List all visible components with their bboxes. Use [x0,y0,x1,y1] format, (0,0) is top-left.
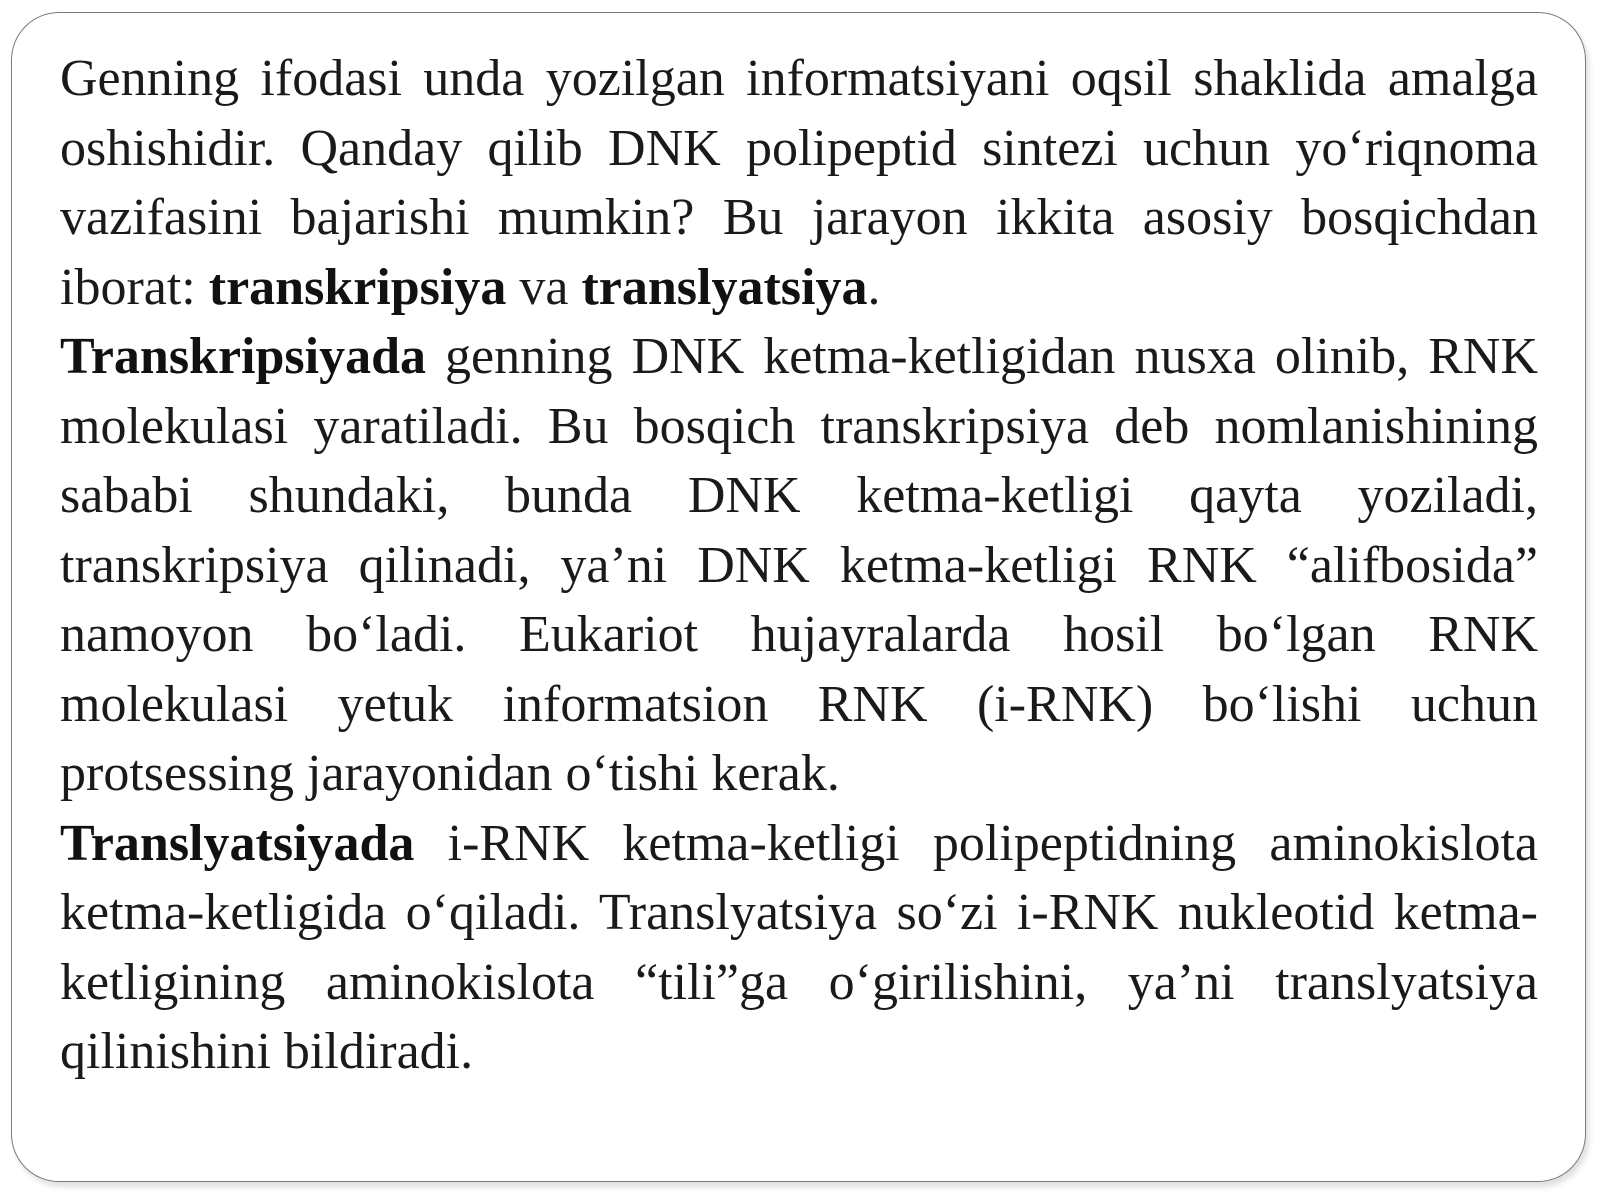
translation-text: i-RNK ketma-ketligi polipeptidning aminokislota ketma-ketligida o‘qiladi. Translyatsiya so‘zi i-RNK nukleotid ketma-ketligining aminokislota “tili”ga o‘girilishini, ya’ni translyatsiya qilinishini bildiradi. [60,814,1538,1080]
term-translyatsiyada: Translyatsiyada [60,814,415,872]
overview-end-text: . [867,258,881,316]
term-transkripsiyada: Transkripsiyada [60,328,427,385]
paragraph-transcription [60,322,1538,809]
slide-body-text [60,44,1538,1087]
transcription-text: genning DNK ketma-ketligidan nusxa olinib, RNK molekulasi yaratiladi. Bu bosqich transkripsiya deb nomlanishining sababi shundaki, bunda DNK ketma-ketligi qayta yoziladi, transkripsiya qilinadi, ya’ni DNK ketma-ketligi RNK “alifbosida” namoyon bo‘ladi. Eukariot hujayralarda hosil bo‘lgan RNK molekulasi yetuk informatsion RNK (i-RNK) bo‘lishi uchun protsessing jarayonidan o‘tishi kerak. [60,328,1538,802]
paragraph-translation [60,809,1538,1087]
paragraph-overview [60,44,1538,322]
overview-intro-text: Genning ifodasi unda yozilgan informatsiyani oqsil shaklida amalga oshishidir. Qanday qilib DNK polipeptid sintezi uchun yo‘riqnoma vazifasini bajarishi mumkin? Bu jarayon ikkita asosiy bosqichdan iborat: [60,50,1538,316]
term-translyatsiya: translyatsiya [581,258,868,316]
term-transkripsiya: transkripsiya [208,258,507,316]
conjunction-text: va [506,258,582,316]
